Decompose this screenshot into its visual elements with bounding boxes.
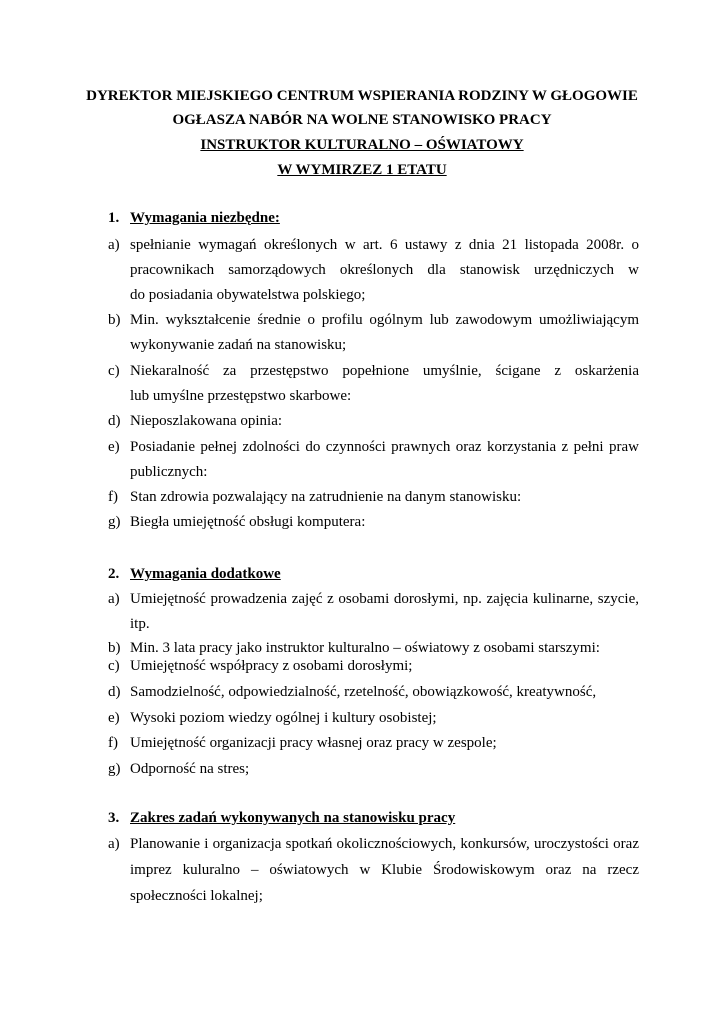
header-line-2: OGŁASZA NABÓR NA WOLNE STANOWISKO PRACY (172, 112, 552, 128)
item-line: Wysoki poziom wiedzy ogólnej i kultury osobistej; (130, 710, 437, 726)
item-label: d) (108, 684, 121, 700)
section-title: Wymagania niezbędne: (130, 210, 280, 226)
item-label: a) (108, 591, 120, 607)
item-label: c) (108, 658, 120, 674)
item-line: spełnianie wymagań określonych w art. 6 ustawy z dnia 21 listopada 2008r. o (130, 237, 639, 253)
item-line: lub umyślne przestępstwo skarbowe: (130, 388, 352, 404)
item-line: Stan zdrowia pozwalający na zatrudnienie na danym stanowisku: (130, 489, 522, 505)
item-label: a) (108, 836, 120, 852)
header-line-4 (0, 161, 724, 179)
section-number: 3. (108, 810, 120, 826)
section-2-heading (108, 565, 281, 583)
item-line: wykonywanie zadań na stanowisku; (130, 337, 347, 353)
item-line: itp. (130, 616, 150, 632)
item-line: do posiadania obywatelstwa polskiego; (130, 287, 366, 303)
section-number: 1. (108, 210, 120, 226)
item-label: g) (108, 514, 121, 530)
section-number: 2. (108, 566, 120, 582)
item-line: Umiejętność współpracy z osobami dorosłymi; (130, 658, 413, 674)
item-line: Planowanie i organizacja spotkań okolicznościowych, konkursów, uroczystości oraz (130, 836, 639, 852)
item-line: Min. 3 lata pracy jako instruktor kulturalno – oświatowy z osobami starszymi: (130, 640, 600, 656)
item-line: Umiejętność organizacji pracy własnej oraz pracy w zespole; (130, 735, 497, 751)
section-3-heading (108, 809, 455, 827)
item-label: e) (108, 710, 120, 726)
item-line: Biegła umiejętność obsługi komputera: (130, 514, 366, 530)
item-label: e) (108, 439, 120, 455)
header-line-1: DYREKTOR MIEJSKIEGO CENTRUM WSPIERANIA RODZINY W GŁOGOWIE (86, 88, 638, 104)
item-line: Nieposzlakowana opinia: (130, 413, 283, 429)
item-line: Samodzielność, odpowiedzialność, rzetelność, obowiązkowość, kreatywność, (130, 684, 597, 700)
job-title: INSTRUKTOR KULTURALNO – OŚWIATOWY (200, 137, 524, 153)
item-label: c) (108, 363, 120, 379)
employment-scope: W WYMIRZEZ 1 ETATU (277, 162, 447, 178)
item-line: Umiejętność prowadzenia zajęć z osobami dorosłymi, np. zajęcia kulinarne, szycie, (130, 591, 639, 607)
item-label: b) (108, 640, 121, 656)
item-line: społeczności lokalnej; (130, 888, 263, 904)
item-label: g) (108, 761, 121, 777)
item-label: b) (108, 312, 121, 328)
item-line: pracownikach samorządowych określonych dla stanowisk urzędniczych w (130, 262, 639, 278)
item-line: Niekaralność za przestępstwo popełnione umyślnie, ścigane z oskarżenia (130, 363, 639, 379)
item-label: f) (108, 735, 118, 751)
section-title: Zakres zadań wykonywanych na stanowisku pracy (130, 810, 456, 826)
header-line-3 (0, 136, 724, 154)
item-line: imprez kuluralno – oświatowych w Klubie Środowiskowym oraz na rzecz (130, 862, 639, 878)
section-title: Wymagania dodatkowe (130, 566, 281, 582)
section-1-heading (108, 209, 280, 227)
item-label: f) (108, 489, 118, 505)
item-line: Min. wykształcenie średnie o profilu ogólnym lub zawodowym umożliwiającym (130, 312, 639, 328)
item-label: d) (108, 413, 121, 429)
item-line: Posiadanie pełnej zdolności do czynności prawnych oraz korzystania z pełni praw (130, 439, 639, 455)
item-line: publicznych: (130, 464, 208, 480)
item-line: Odporność na stres; (130, 761, 250, 777)
item-label: a) (108, 237, 120, 253)
